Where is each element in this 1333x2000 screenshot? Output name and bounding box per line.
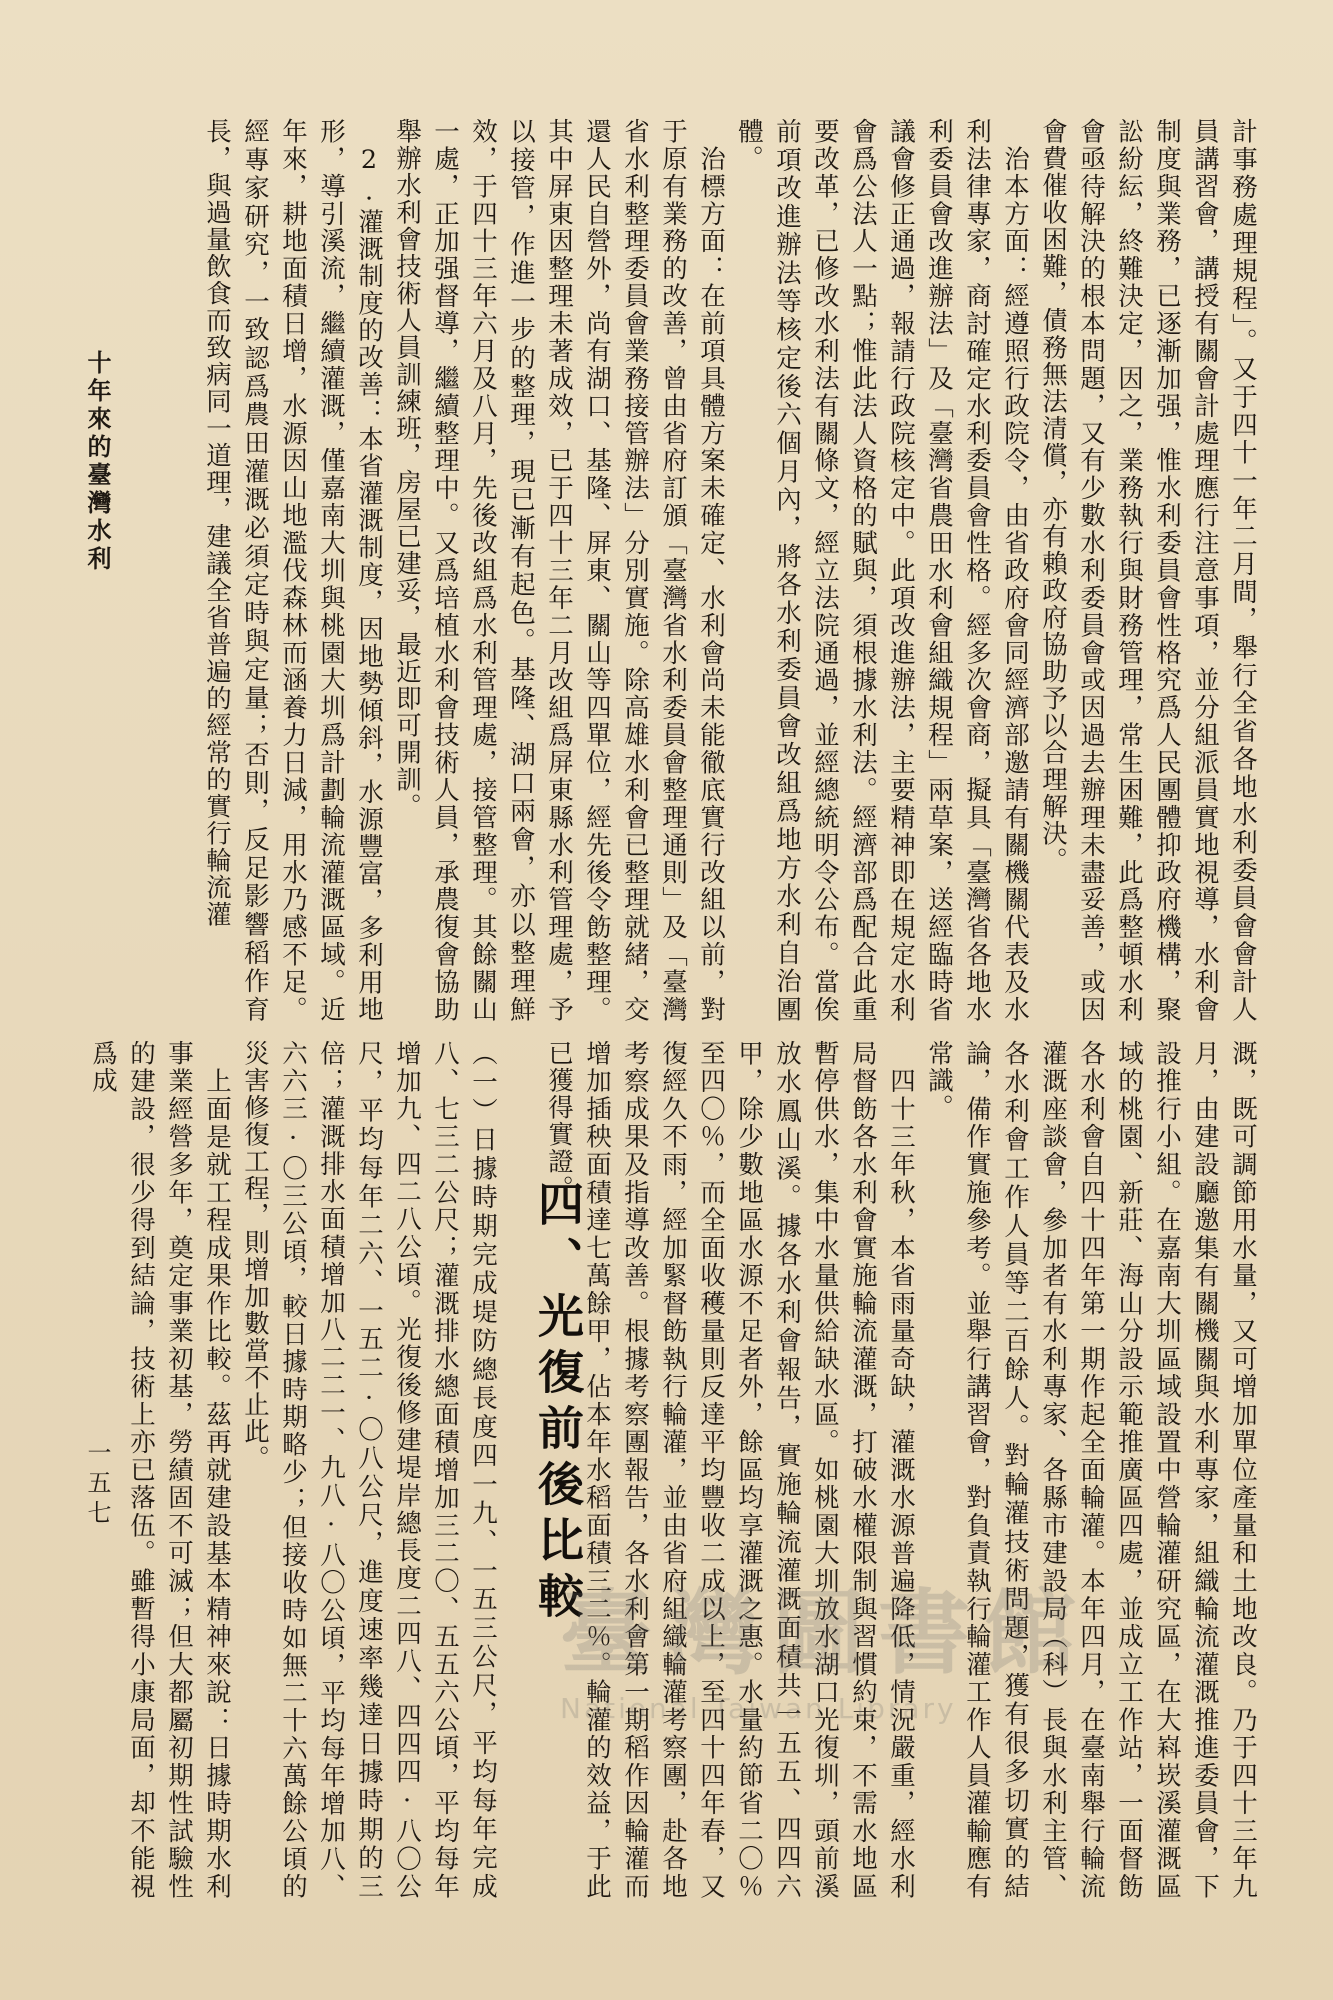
- watermark-main: 臺灣圖書館: [560, 1580, 1091, 1687]
- paragraph: （一）日據時期完成堤防總長度四一九、一五三公尺，平均每年完成八、七三二公尺；灌溉排水總面積增加三二〇、五五六公頃，平均每年增加九、四二八公頃。光復後修建堤岸總長度二四八、四四四·八〇公尺，平均每年二六、一五二·〇八公尺，進度速率幾達日據時期的三倍；灌溉排水面積增加八二二一、九八·八〇公頃，平均每年增加八、六六三·〇三公頃，較日據時期略少；但接收時如無二十六萬餘公頃的災害修復工程，則增加數當不止此。: [240, 1040, 498, 1900]
- upper-text-block: [142, 118, 1262, 1023]
- paragraph: 四十三年秋，本省雨量奇缺，灌溉水源普遍降低，情況嚴重，經水利局督飭各水利會實施輪流灌溉，打破水權限制與習慣約束，不需水地區暫停供水，集中水量供給缺水區。如桃園大圳放水湖口光復圳，頭前溪放水鳳山溪。據各水利會報告，實施輪流灌溉面積共一五五、四四六甲，除少數地區水源不足者外，餘區均享灌溉之惠。水量約節省二〇％至四〇％，而全面收穫量則反達平均豐收二成以上，至四十四年春，又復經久不雨，經加緊督飭執行輪灌，並由省府組織輪灌考察團，赴各地考察成果及指導改善。根據考察團報告，各水利會第一期稻作因輪灌而增加插秧面積達七萬餘甲，佔本年水稻面積三二％。輪灌的效益，于此已獲得實證。: [544, 1040, 916, 1901]
- running-head: 十年來的臺灣水利: [83, 350, 112, 574]
- paragraph: 上面是就工程成果作比較。茲再就建設基本精神來說：日據時期水利事業經營多年，奠定事業初基，勞績固不可滅；但大都屬初期性試驗性的建設，很少得到結論，技術上亦已落伍。雖暫得小康局面，却不能視爲成: [88, 1040, 232, 1901]
- paragraph: 溉，既可調節用水量，又可增加單位產量和土地改良。乃于四十三年九月，由建設廳邀集有關機關與水利專家，組織輪流灌溉推進委員會，下設推行小組。在嘉南大圳區域設置中營輪灌研究區，在大嵙崁溪灌溉區域的桃園、新莊、海山分設示範推廣區四處，並成立工作站，一面督飭各水利會自四十四年第一期作起全面輪灌。本年四月，在臺南舉行輪流灌溉座談會，參加者有水利專家、各縣市建設局（科）長與水利主管、各水利會工作人員等二百餘人。對輪灌技術問題，獲有很多切實的結論，備作實施參考。並舉行講習會，對負責執行輪灌工作人員灌輸應有常識。: [924, 1040, 1258, 1900]
- paragraph: 治本方面：經遵照行政院令，由省政府會同經濟部邀請有關機關代表及水利法律專家，商討確定水利委員會性格。經多次會商，擬具「臺灣省各地水利委員會改進辦法」及「臺灣省農田水利會組織規程」兩草案，送經臨時省議會修正通過，報請行政院核定中。此項改進辦法，主要精神即在規定水利會爲公法人一點；惟此法人資格的賦與，須根據水利法。經濟部爲配合此重要改革，已修改水利法有關條文，經立法院通過，並經總統明令公布。當俟前項改進辦法等核定後六個月內，將各水利委員會改組爲地方水利自治團體。: [734, 118, 1030, 1023]
- section-heading: 四、光復前後比較: [531, 1180, 585, 1628]
- watermark-sub: National Taiwan Library: [560, 1692, 957, 1725]
- page-number: 一五七: [83, 1440, 111, 1530]
- paragraph: 治標方面：在前項具體方案未確定、水利會尚未能徹底實行改組以前，對于原有業務的改善，曾由省府訂頒「臺灣省水利委員會整理通則」及「臺灣省水利整理委員會業務接管辦法」分別實施。除高雄水利會已整理就緒，交還人民自營外，尚有湖口、基隆、屏東、關山等四單位，經先後令飭整理。其中屏東因整理未著成效，已于四十三年二月改組爲屏東縣水利管理處，予以接管，作進一步的整理，現已漸有起色。基隆、湖口兩會，亦以整理鮮效，于四十三年六月及八月，先後改組爲水利管理處，接管整理。其餘關山一處，正加强督導，繼續整理中。又爲培植水利會技術人員，承農復會協助舉辦水利會技術人員訓練班，房屋已建妥，最近即可開訓。: [392, 118, 726, 1023]
- paragraph: 計事務處理規程」。又于四十一年二月間，舉行全省各地水利委員會會計人員講習會，講授有關會計處理應行注意事項，並分組派員實地視導，水利會制度與業務，已逐漸加强，惟水利委員會性格究爲人民團體抑政府機構，聚訟紛紜，終難決定，因之，業務執行與財務管理，常生困難，此爲整頓水利會亟待解決的根本問題，又有少數水利委員會或因過去辦理未盡妥善，或因會費催收困難，債務無法清償，亦有賴政府協助予以合理解決。: [1038, 118, 1258, 1023]
- paragraph: 2.灌溉制度的改善：本省灌溉制度，因地勢傾斜，水源豐富，多利用地形，導引溪流，繼續灌溉，僅嘉南大圳與桃園大圳爲計劃輪流灌溉區域。近年來，耕地面積日增，水源因山地濫伐森林而涵養力日減，用水乃感不足。經專家研究，一致認爲農田灌溉必須定時與定量；否則，反足影響稻作育長，與過量飲食而致病同一道理，建議全省普遍的經常的實行輪流灌: [202, 118, 384, 1024]
